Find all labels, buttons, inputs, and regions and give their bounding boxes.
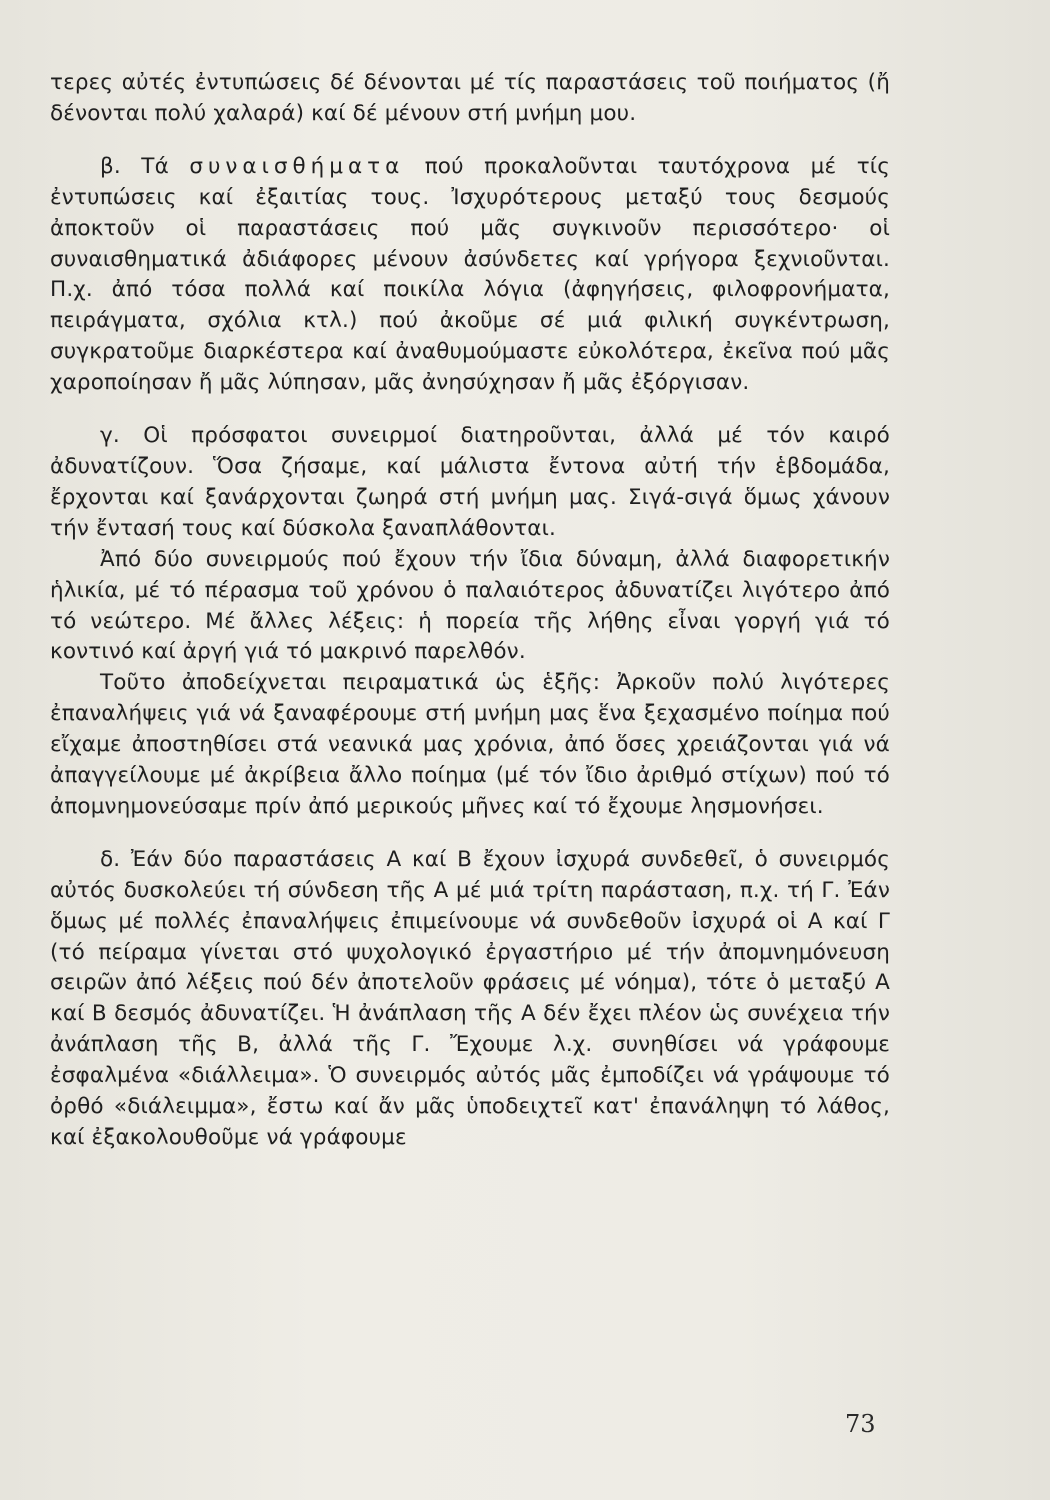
emphasized-term: συναισθήματα <box>189 153 405 179</box>
paragraph-continuation: τερες αὐτές ἐντυπώσεις δέ δένονται μέ τίς παραστάσεις τοῦ ποιήματος (ἤ δένονται πολύ χαλαρά) καί δέ μένουν στή μνήμη μου. <box>50 70 890 126</box>
paragraph-c-recency: γ. Οἱ πρόσφατοι συνειρμοί διατηροῦνται, ἀλλά μέ τόν καιρό ἀδυνατίζουν. Ὅσα ζήσαμε, καί μάλιστα ἔντονα αὐτή τήν ἑβδομάδα, ἔρχονται καί ξανάρχονται ζωηρά στή μνήμη μας. Σιγά-σιγά ὅμως χάνουν τήν ἔντασή τους καί δύσκολα ξαναπλάθονται. <box>50 423 890 541</box>
paragraph-d-interference: δ. Ἐάν δύο παραστάσεις Α καί Β ἔχουν ἰσχυρά συνδεθεῖ, ὁ συνειρμός αὐτός δυσκολεύει τή σύνδεση τῆς Α μέ μιά τρίτη παράσταση, π.χ. τή Γ. Ἐάν ὅμως μέ πολλές ἐπαναλήψεις ἐπιμείνουμε νά συνδεθοῦν ἰσχυρά οἱ Α καί Γ (τό πείραμα γίνεται στό ψυχολογικό ἐργαστήριο μέ τήν ἀπομνημόνευση σειρῶν ἀπό λέξεις πού δέν ἀποτελοῦν φράσεις μέ νόημα), τότε ὁ μεταξύ Α καί Β δεσμός ἀδυνατίζει. Ἡ ἀνάπλαση τῆς Α δέν ἔχει πλέον ὡς συνέχεια τήν ἀνάπλαση τῆς Β, ἀλλά τῆς Γ. Ἔχουμε λ.χ. συνηθίσει νά γράφουμε ἐσφαλμένα «διάλλειμα». Ὁ συνειρμός αὐτός μᾶς ἐμποδίζει νά γράψουμε τό ὀρθό «διάλειμμα», ἔστω καί ἄν μᾶς ὑποδειχτεῖ κατ' ἐπανάληψη τό λάθος, καί ἐξακολουθοῦμε νά γράφουμε <box>50 846 890 1150</box>
paragraph-text: πού προκαλοῦνται ταυτόχρονα μέ τίς ἐντυπώσεις καί ἐξαιτίας τους. Ἰσχυρότερους μεταξύ τους δεσμούς ἀποκτοῦν οἱ παραστάσεις πού μᾶς συγκινοῦν περισσότερο· οἱ συναισθηματικά ἀδιάφορες μένουν ἀσύνδετες καί γρήγορα ξεχνιοῦνται. Π.χ. ἀπό τόσα πολλά καί ποικίλα λόγια (ἀφηγήσεις, φιλοφρονήματα, πειράγματα, σχόλια κτλ.) πού ἀκοῦμε σέ μιά φιλική συγκέντρωση, συγκρατοῦμε διαρκέστερα καί ἀναθυμούμαστε εὐκολότερα, ἐκεῖνα πού μᾶς χαροποίησαν ἤ μᾶς λύπησαν, μᾶς ἀνησύχησαν ἤ μᾶς ἐξόργισαν. <box>50 153 891 396</box>
paragraph-age-of-associations: Ἀπό δύο συνειρμούς πού ἔχουν τήν ἴδια δύναμη, ἀλλά διαφορετικήν ἡλικία, μέ τό πέρασμα τοῦ χρόνου ὁ παλαιότερος ἀδυνατίζει λιγότερο ἀπό τό νεώτερο. Μέ ἄλλες λέξεις: ἡ πορεία τῆς λήθης εἶναι γοργή γιά τό κοντινό καί ἀργή γιά τό μακρινό παρελθόν. <box>50 546 890 665</box>
page-number: 73 <box>845 1410 876 1438</box>
item-label: β. Τά <box>100 153 169 179</box>
body-text <box>50 68 890 1154</box>
paragraph-experiment: Τοῦτο ἀποδείχνεται πειραματικά ὡς ἑξῆς: Ἀρκοῦν πολύ λιγότερες ἐπαναλήψεις γιά νά ξαναφέρουμε στή μνήμη μας ἕνα ξεχασμένο ποίημα πού εἴχαμε ἀποστηθίσει στά νεανικά μας χρόνια, ἀπό ὅσες χρειάζονται γιά νά ἀπαγγείλουμε μέ ἀκρίβεια ἄλλο ποίημα (μέ τόν ἴδιο ἀριθμό στίχων) πού τό ἀπομνημονεύσαμε πρίν ἀπό μερικούς μῆνες καί τό ἔχουμε λησμονήσει. <box>50 670 890 819</box>
paragraph-b-emotions <box>50 152 890 399</box>
